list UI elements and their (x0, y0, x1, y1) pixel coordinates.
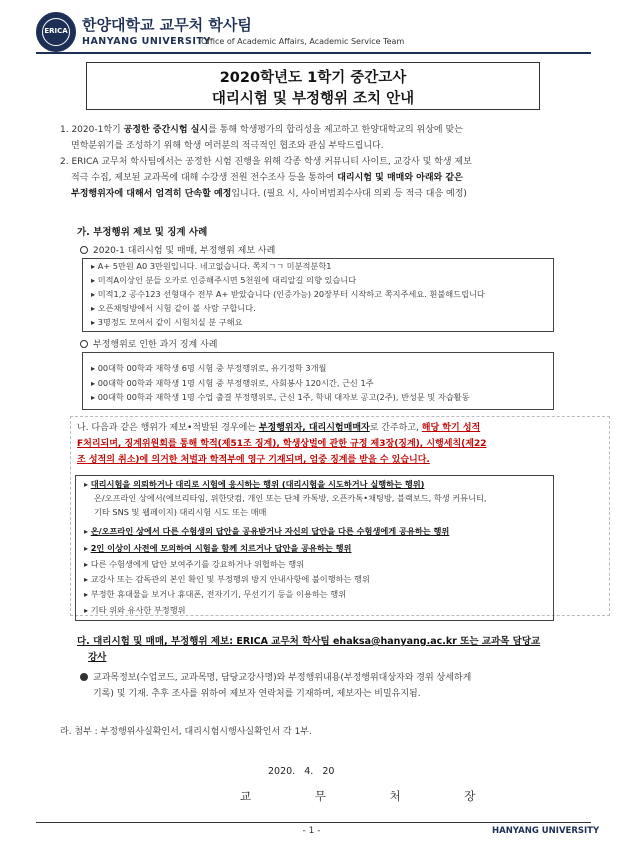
section-na-red-1: 해당 학기 성적 (421, 423, 481, 433)
intro-p2-line-2 (60, 170, 605, 186)
org-name-ko: 한양대학교 교무처 학사팀 (82, 16, 252, 34)
section-da-bullet-text-1: 교과목정보(수업코드, 교과목명, 담당교강사명)와 부정행위내용(부정행위대상자와 경위 상세하게 (93, 673, 472, 683)
violation-item: ▸ 2인 이상이 사전에 모의하여 시험을 함께 치르거나 답안을 공유하는 행위 (84, 543, 352, 553)
section-da-line-2: 강사 (88, 652, 107, 663)
section-ga-sub-1-label: 2020-1 대리시험 및 매매, 부정행위 제보 사례 (93, 246, 276, 256)
violation-item-text: 온/오프라인 상에서(에브리타임, 위한닷컴, 개인 또는 단체 카톡방, 오픈카톡•채팅방, 블랙보드, 학생 커뮤니티, (94, 493, 487, 503)
report-item: ▸ 미적1,2 공수123 선형대수 전부 A+ 받았습니다 (인증가능) 20장부터 시작하고 쪽지주세요. 흰불해드립니다 (91, 289, 485, 299)
intro-p2-line-3-bold: 부정행위자에 대해서 엄격히 단속할 예정 (71, 189, 232, 199)
violation-item-text: 다른 수험생에게 답안 보여주기를 강요하거나 위협하는 행위 (90, 559, 305, 569)
intro-p1-prefix: 1. 2020-1학기 (60, 125, 124, 135)
intro-p2-line-2-bold: 대리시험 및 매매와 아래와 같은 (337, 173, 463, 183)
intro-p2-line-1: 2. ERICA 교무처 학사팀에서는 공정한 시험 진행을 위해 각종 학생 커뮤니티 사이트, 교강사 및 학생 제보 (60, 157, 472, 167)
section-ga-heading: 가. 부정행위 제보 및 징계 사례 (77, 227, 208, 238)
intro-paragraph-1 (60, 122, 600, 154)
violation-item-text: 2인 이상이 사전에 모의하여 시험을 함께 치르거나 답안을 공유하는 행위 (90, 543, 352, 553)
page-number: - 1 - (302, 826, 321, 836)
case-item: ▸ 00대학 00학과 재학생 6명 시험 중 부정행위로, 유기정학 3개월 (91, 363, 327, 373)
section-da-bullet (80, 670, 600, 702)
violation-item: ▸ 대리시험을 의뢰하거나 대리로 시험에 응시하는 행위 (대리시험을 시도하거나 실행하는 행위) (84, 479, 425, 489)
filled-circle-bullet-icon (80, 673, 88, 681)
report-item-text: 미적A이상인 분들 오카로 인증해주시면 5천원에 대리알길 의향 있습니다 (97, 275, 357, 285)
section-ga-sub-2-label: 부정행위로 인한 과거 징계 사례 (93, 340, 218, 350)
intro-p1-bold: 공정한 중간시험 실시 (123, 125, 209, 135)
section-na-mid: 로 간주하고, (369, 423, 422, 433)
violation-item (94, 493, 487, 504)
section-da-bullet-line-1 (80, 670, 600, 686)
section-na-bold: 부정행위자, 대리시험매매자 (258, 423, 370, 433)
discipline-cases-box (82, 352, 554, 410)
violation-item (94, 507, 266, 518)
violation-item-text: 기타 위와 유사한 부정행위 (90, 605, 186, 615)
footer-rule (36, 822, 591, 823)
footer-brand: HANYANG UNIVERSITY (492, 826, 600, 836)
violation-item-text: 기타 SNS 및 웹페이지) 대리시험 시도 또는 매매 (94, 507, 267, 517)
violation-item-text: 온/오프라인 상에서 다른 수험생의 답안을 공유받거나 자신의 답안을 다른 수험생에게 공유하는 행위 (90, 526, 450, 536)
section-da-heading (77, 634, 607, 666)
section-da-line-1: 다. 대리시험 및 매매, 부정행위 제보: ERICA 교무처 학사팀 ehaksa@hanyang.ac.kr 또는 교과목 담당교 (77, 636, 541, 647)
violation-item: ▸ 기타 위와 유사한 부정행위 (84, 605, 186, 615)
section-ga-sub-1 (80, 243, 275, 256)
section-na-red-2: F처리되며, 징계위원회를 통해 학적(제51조 징계), 학생상벌에 관한 규정 제3장(징계), 시행세칙(제22 (77, 439, 487, 449)
header-rule (36, 52, 591, 54)
intro-p2-line-2-prefix: 적극 수집, 제보된 교과목에 대해 수강생 전원 전수조사 등을 통하여 (71, 173, 338, 183)
university-seal (36, 12, 76, 52)
circle-bullet-icon (80, 246, 88, 254)
violation-item: ▸ 온/오프라인 상에서 다른 수험생의 답안을 공유받거나 자신의 답안을 다른 수험생에게 공유하는 행위 (84, 526, 450, 536)
title-line-1: 2020학년도 1학기 중간고사 (219, 70, 407, 86)
violation-item: ▸ 교강사 또는 감독관의 본인 확인 및 부정행위 방지 안내사항에 불이행하는 행위 (84, 574, 370, 584)
case-item: ▸ 00대학 00학과 재학생 1명 시험 중 부정행위로, 사회봉사 120시간, 근신 1주 (91, 378, 374, 388)
violation-item-text: 대리시험을 의뢰하거나 대리로 시험에 응시하는 행위 (대리시험을 시도하거나 실행하는 행위) (90, 479, 425, 489)
intro-p1-suffix: 를 통해 학생평가의 합리성을 제고하고 한양대학교의 위상에 맞는 (208, 125, 463, 135)
violation-item-text: 교강사 또는 감독관의 본인 확인 및 부정행위 방지 안내사항에 불이행하는 행위 (90, 574, 370, 584)
report-item: ▸ A+ 5만원 A0 3만원입니다. 네고없습니다. 쪽지ㄱㄱ 미분적분학1 (91, 261, 332, 271)
circle-bullet-icon (80, 340, 88, 348)
report-item: ▸ 미적A이상인 분들 오카로 인증해주시면 5천원에 대리알길 의향 있습니다 (91, 275, 357, 285)
section-na-text (77, 420, 607, 468)
title-line-2: 대리시험 및 부정행위 조치 안내 (211, 91, 415, 107)
section-na-line-1 (77, 420, 607, 436)
violation-item: ▸ 다른 수험생에게 답안 보여주기를 강요하거나 위협하는 행위 (84, 559, 305, 569)
intro-paragraph-2 (60, 154, 605, 202)
section-da-bullet-line-2: 기록) 및 기재. 추후 조사를 위하여 제보자 연락처를 기재하며, 제보자는 비밀유지됨. (93, 689, 421, 699)
case-item-text: 00대학 00학과 재학생 6명 시험 중 부정행위로, 유기정학 3개월 (97, 363, 327, 373)
org-office-en: Office of Academic Affairs, Academic Service Team (201, 37, 405, 46)
intro-p2-line-3 (60, 186, 605, 202)
report-item: ▸ 오픈채팅방에서 시험 같이 볼 사람 구합니다. (91, 303, 256, 313)
signature-title: 교 무 처 장 (240, 789, 506, 803)
section-ga-sub-2 (80, 337, 217, 350)
report-examples-box (82, 258, 554, 332)
title-box (86, 62, 540, 110)
document-date: 2020. 4. 20 (268, 766, 335, 777)
violations-box (75, 475, 554, 621)
section-na-prefix: 나. 다음과 같은 행위가 제보•적발된 경우에는 (77, 423, 259, 433)
section-na-red-3: 조 성적의 취소)에 의거한 처벌과 학적부에 영구 기재되며, 엄중 징계를 받을 수 있습니다. (77, 455, 430, 465)
report-item-text: 미적1,2 공수123 선형대수 전부 A+ 받았습니다 (인증가능) 20장부터 시작하고 쪽지주세요. 흰불해드립니다 (97, 289, 485, 299)
attachment-line: 라. 첨부 : 부정행위사실확인서, 대리시험시행사실확인서 각 1부. (60, 727, 312, 737)
report-item-text: 3명정도 모여서 같이 시험치실 분 구해요 (97, 317, 243, 327)
intro-p1-line-2: 면학분위기를 조성하기 위해 학생 여러분의 적극적인 협조와 관심 부탁드립니다. (71, 141, 384, 151)
report-item-text: 오픈채팅방에서 시험 같이 볼 사람 구합니다. (97, 303, 256, 313)
case-item-text: 00대학 00학과 재학생 1명 시험 중 부정행위로, 사회봉사 120시간, 근신 1주 (97, 378, 374, 388)
case-item-text: 00대학 00학과 재학생 1명 수업 출결 부정행위로, 근신 1주, 학내 대자보 공고(2주), 반성문 및 자습활동 (97, 392, 470, 402)
seal-text: ERICA (44, 27, 68, 35)
intro-p1-line-1 (60, 122, 600, 138)
violation-item-text: 부정한 휴대물을 보거나 휴대폰, 전자기기, 무선기기 등을 이용하는 행위 (90, 589, 347, 599)
case-item: ▸ 00대학 00학과 재학생 1명 수업 출결 부정행위로, 근신 1주, 학내 대자보 공고(2주), 반성문 및 자습활동 (91, 392, 470, 402)
report-item: ▸ 3명정도 모여서 같이 시험치실 분 구해요 (91, 317, 243, 327)
violation-item: ▸ 부정한 휴대물을 보거나 휴대폰, 전자기기, 무선기기 등을 이용하는 행위 (84, 589, 347, 599)
report-item-text: A+ 5만원 A0 3만원입니다. 네고없습니다. 쪽지ㄱㄱ 미분적분학1 (97, 261, 332, 271)
org-name-en: HANYANG UNIVERSITY (82, 36, 211, 47)
intro-p2-line-3-suffix: 입니다. (필요 시, 사이버범죄수사대 의뢰 등 적극 대응 예정) (231, 189, 467, 199)
